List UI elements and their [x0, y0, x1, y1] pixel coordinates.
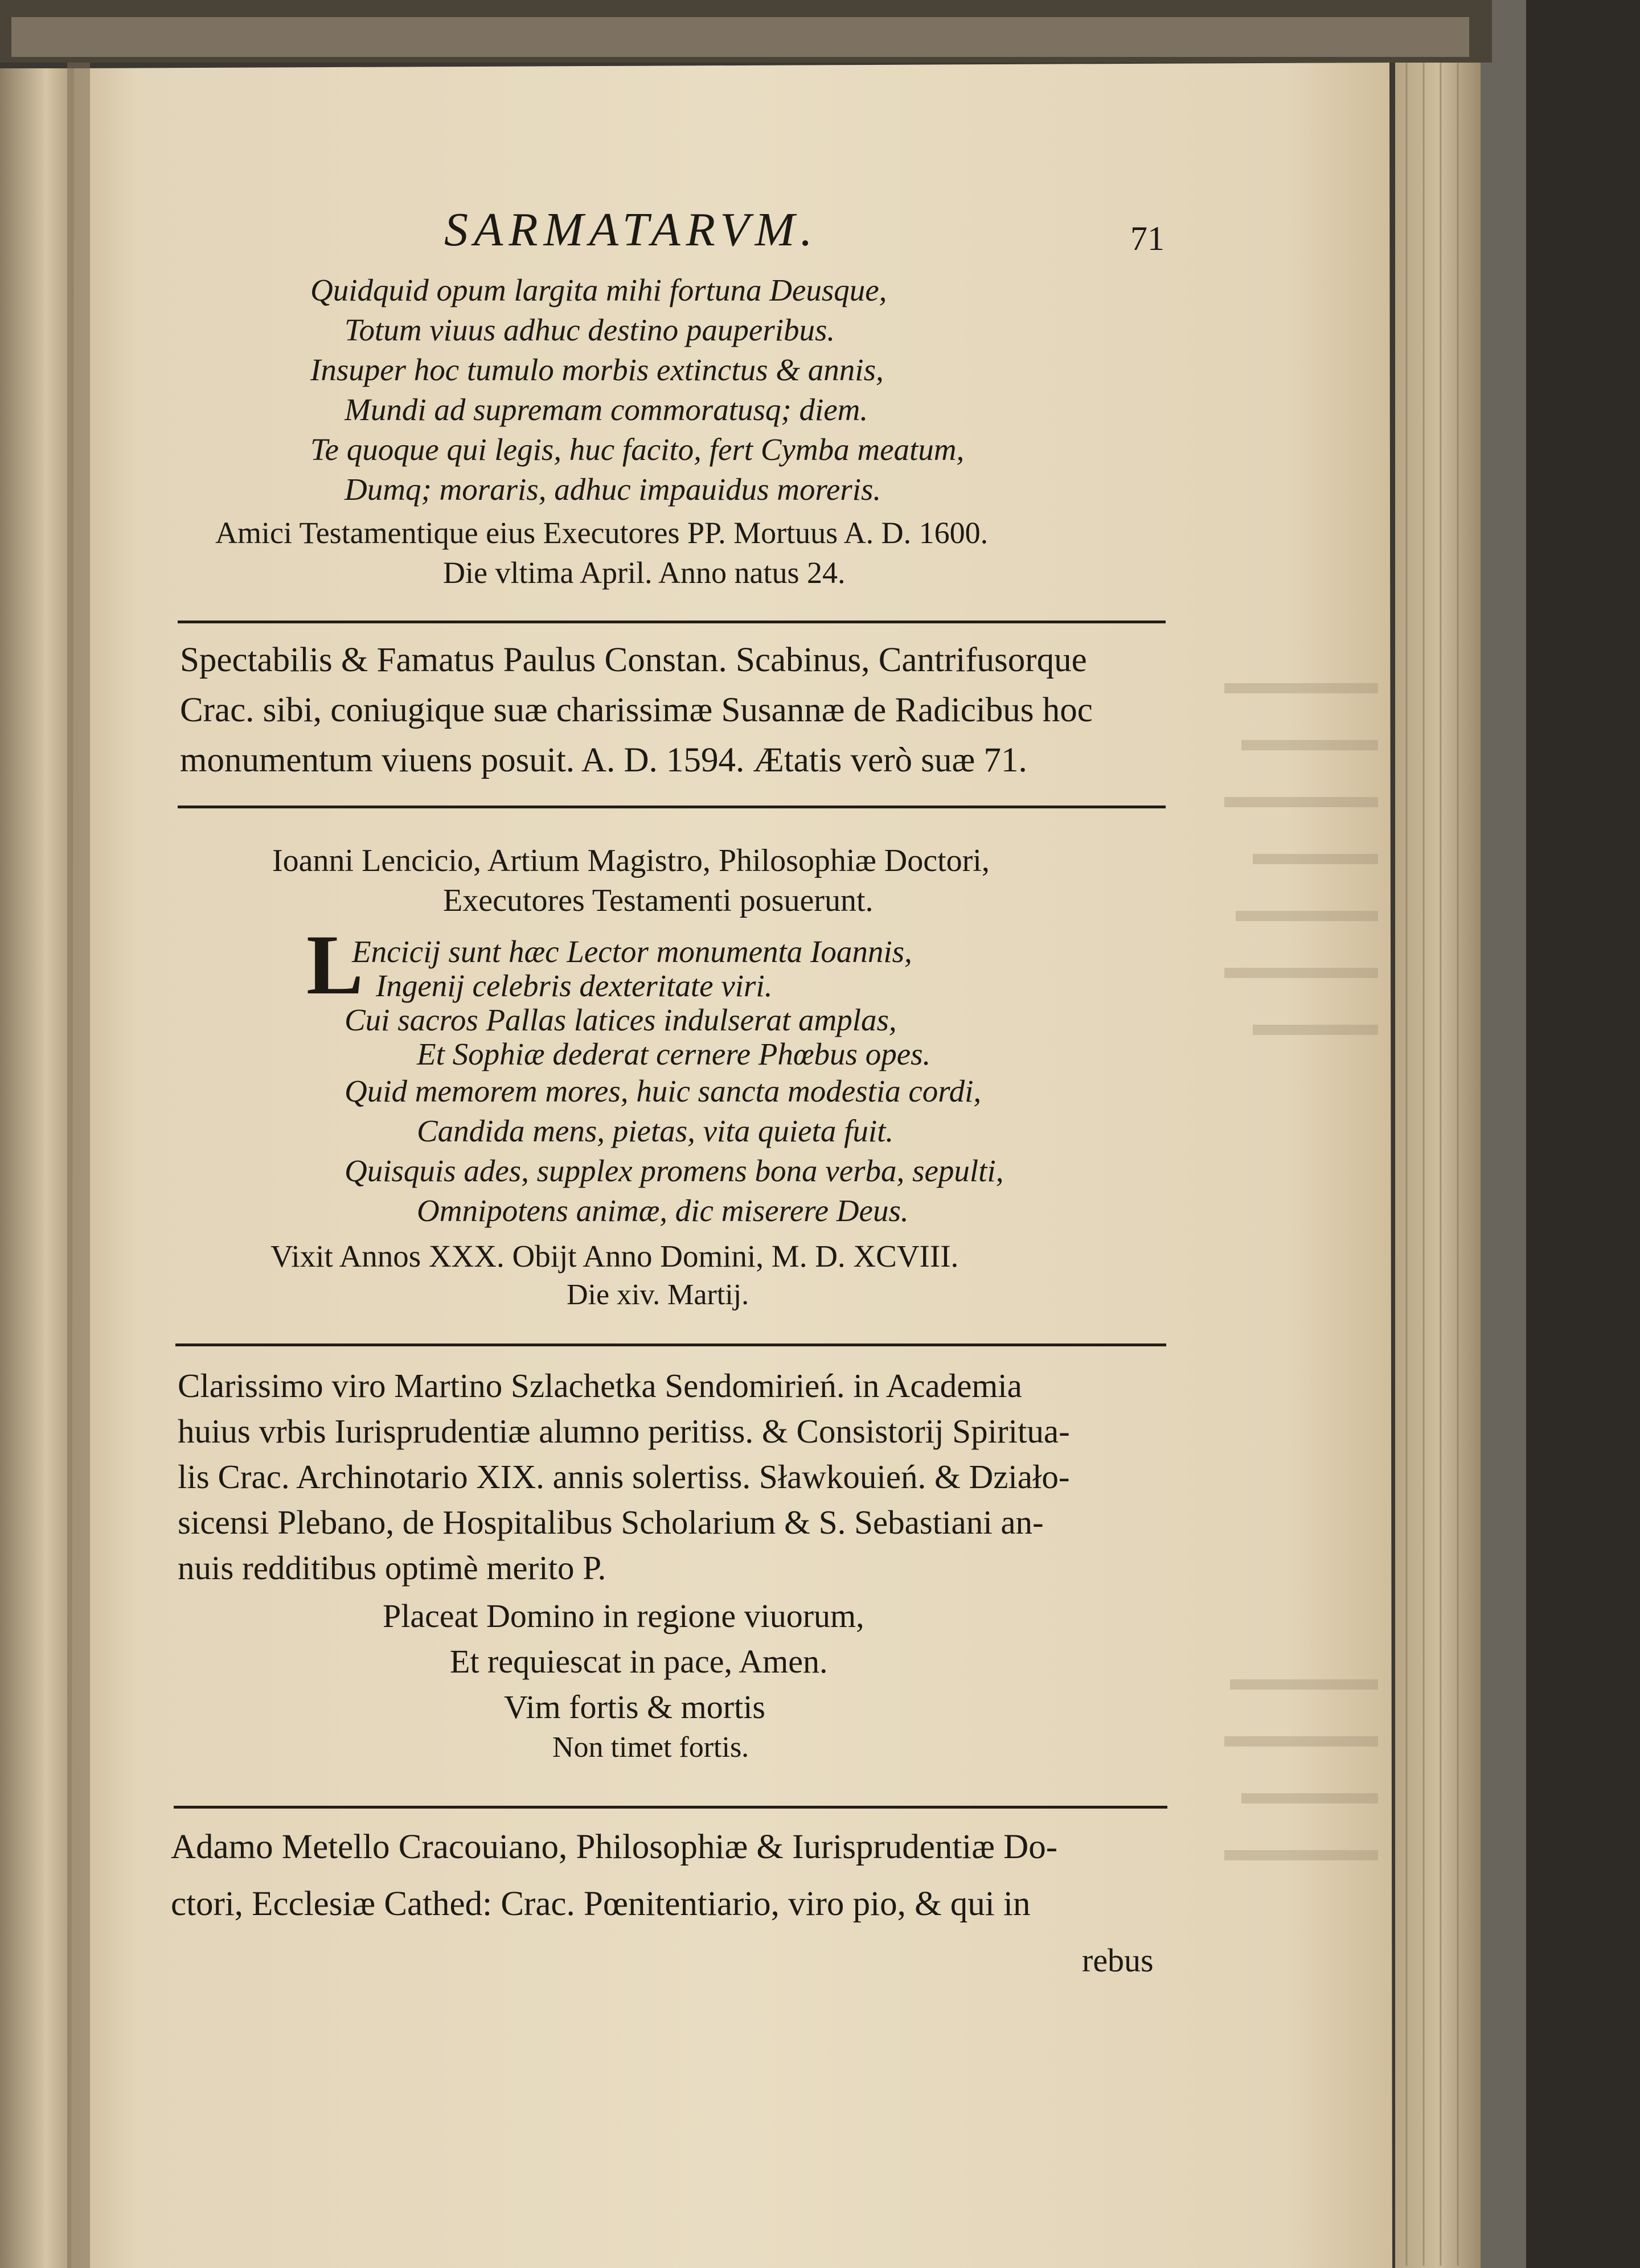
inscription-line: Clarissimo viro Martino Szlachetka Sendomirień. in Academia — [178, 1367, 1022, 1404]
verse-line: Totum viuus adhuc destino pauperibus. — [345, 313, 835, 347]
verse-line: Et requiescat in pace, Amen. — [450, 1643, 828, 1680]
inscription-line: monumentum viuens posuit. A. D. 1594. Ætatis verò suæ 71. — [180, 741, 1027, 779]
verse-line: Mundi ad supremam commoratusq; diem. — [345, 392, 868, 427]
inscription-line: lis Crac. Archinotario XIX. annis solertiss. Sławkouień. & Działo- — [178, 1458, 1070, 1495]
verse-line: Non timet fortis. — [552, 1731, 749, 1764]
verse-line: Quid memorem mores, huic sancta modestia cordi, — [345, 1074, 982, 1108]
verse-line: Quisquis ades, supplex promens bona verba, sepulti, — [345, 1153, 1004, 1188]
epitaph-closing: Die xiv. Martij. — [567, 1279, 749, 1311]
verse-line: Placeat Domino in regione viuorum, — [383, 1597, 864, 1634]
epitaph-closing: Vixit Annos XXX. Obijt Anno Domini, M. D. XCVIII. — [270, 1239, 959, 1273]
inscription-line: Spectabilis & Famatus Paulus Constan. Scabinus, Cantrifusorque — [180, 641, 1087, 679]
verse-line: Ingenij celebris dexteritate viri. — [376, 968, 773, 1003]
page-number: 71 — [1130, 220, 1165, 257]
verse-line: Cui sacros Pallas latices indulserat amplas, — [345, 1002, 897, 1037]
section-rule — [175, 1343, 1166, 1346]
verse-line: Encicij sunt hæc Lector monumenta Ioannis, — [352, 934, 912, 969]
verse-line: Te quoque qui legis, huc facito, fert Cymba meatum, — [310, 432, 965, 467]
inscription-line: ctori, Ecclesiæ Cathed: Crac. Pœnitentiario, viro pio, & qui in — [171, 1885, 1031, 1923]
verse-line: Omnipotens animæ, dic miserere Deus. — [417, 1193, 909, 1228]
inscription-line: sicensi Plebano, de Hospitalibus Scholarium & S. Sebastiani an- — [178, 1503, 1044, 1541]
inscription-intro: Ioanni Lencicio, Artium Magistro, Philosophiæ Doctori, — [272, 843, 990, 878]
section-rule — [178, 621, 1166, 623]
catchword: rebus — [1082, 1942, 1154, 1979]
section-rule — [174, 1806, 1167, 1809]
inscription-line: huius vrbis Iurisprudentiæ alumno peritiss. & Consistorij Spiritua- — [178, 1412, 1070, 1450]
inscription-line: nuis redditibus optimè merito P. — [178, 1549, 606, 1587]
verse-line: Quidquid opum largita mihi fortuna Deusque, — [310, 273, 887, 307]
section-rule — [178, 806, 1166, 808]
epitaph-closing: Amici Testamentique eius Executores PP. Mortuus A. D. 1600. — [215, 516, 989, 550]
inscription-line: Adamo Metello Cracouiano, Philosophiæ & Iurisprudentiæ Do- — [171, 1828, 1058, 1866]
verse-line: Candida mens, pietas, vita quieta fuit. — [417, 1114, 894, 1148]
inscription-line: Crac. sibi, coniugique suæ charissimæ Susannæ de Radicibus hoc — [180, 691, 1093, 729]
running-head: SARMATARVM. — [444, 203, 818, 256]
epitaph-closing: Die vltima April. Anno natus 24. — [443, 556, 846, 590]
verse-line: Insuper hoc tumulo morbis extinctus & annis, — [310, 352, 884, 387]
verse-line: Et Sophiæ dederat cernere Phœbus opes. — [417, 1037, 931, 1071]
drop-cap: L — [306, 918, 364, 1012]
inscription-intro: Executores Testamenti posuerunt. — [443, 883, 874, 918]
verse-line: Vim fortis & mortis — [504, 1688, 765, 1725]
verse-line: Dumq; moraris, adhuc impauidus moreris. — [345, 472, 882, 507]
